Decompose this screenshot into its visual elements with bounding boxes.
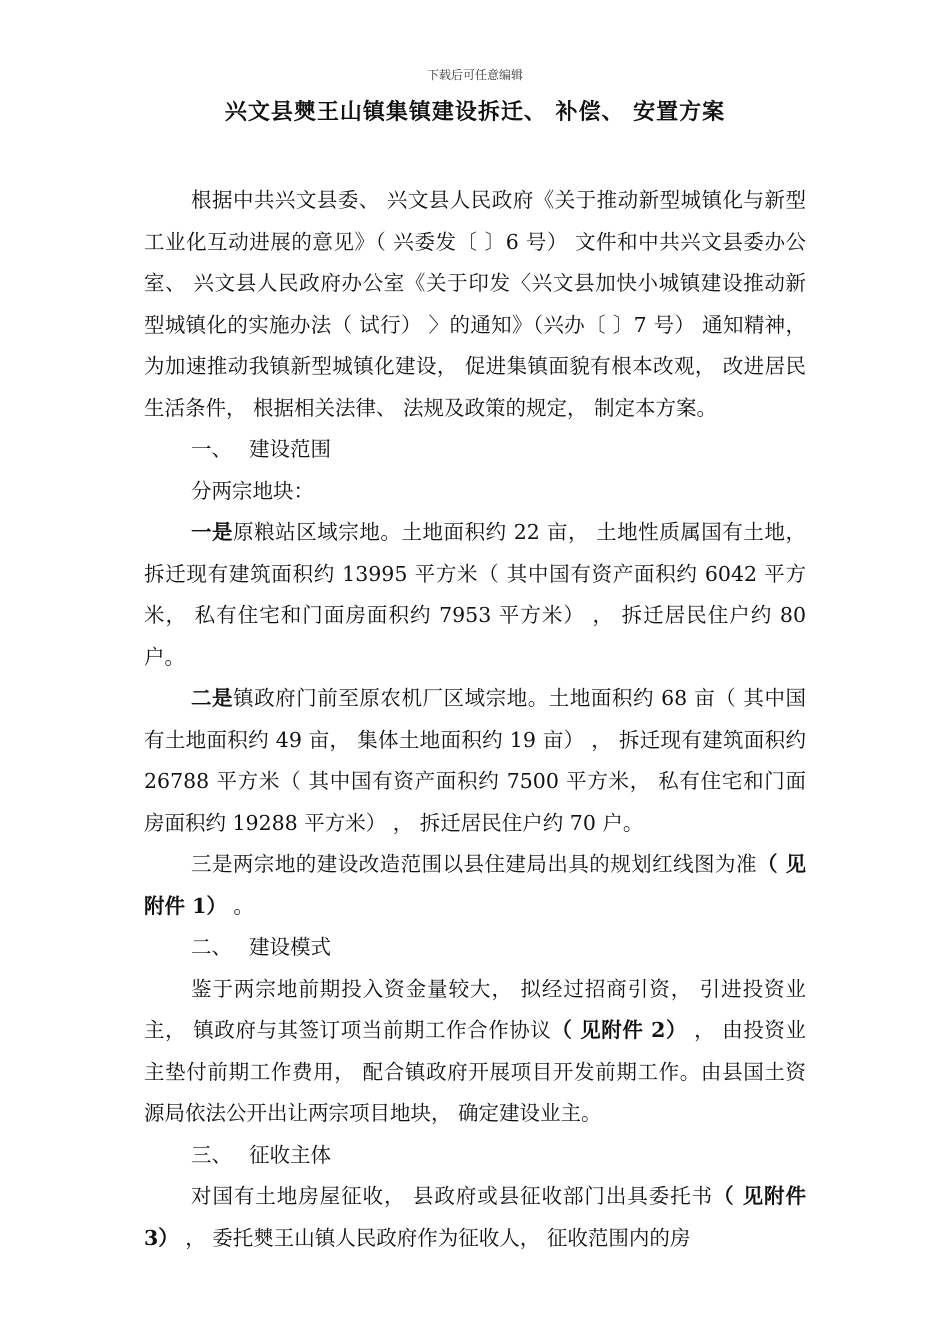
document-title: 兴文县僰王山镇集镇建设拆迁、 补偿、 安置方案 bbox=[224, 99, 726, 125]
attachment-reference: （ 见附件 3） bbox=[144, 1184, 807, 1250]
item-text: 原粮站区域宗地。土地面积约 22 亩， 土地性质属国有土地， 拆迁现有建筑面积约 13995 平方米（ 其中国有资产面积约 6042 平方米， 私有住宅和门面房面积约 7953 平方米） ， 拆迁居民住户约 80 户。 bbox=[144, 520, 806, 669]
item-text: 三是两宗地的建设改造范围以县住建局出具的规划红线图为准 bbox=[191, 852, 757, 876]
paragraph-text: 对国有土地房屋征收， 县政府或县征收部门出具委托书 bbox=[191, 1184, 714, 1208]
item-label: 二是 bbox=[191, 686, 234, 710]
item-end: 。 bbox=[226, 893, 254, 918]
section-title: 征收主体 bbox=[249, 1142, 331, 1167]
section-heading-3 bbox=[144, 1135, 806, 1177]
section-title: 建设模式 bbox=[249, 935, 331, 959]
section1-item-2 bbox=[144, 678, 806, 844]
section-number: 二、 bbox=[191, 935, 232, 959]
section1-item-1 bbox=[144, 512, 806, 678]
item-label: 一是 bbox=[191, 520, 234, 544]
section-heading-1 bbox=[144, 429, 806, 471]
attachment-reference: （ 见附件 2） bbox=[551, 1018, 688, 1042]
section-title: 建设范围 bbox=[249, 437, 331, 461]
paragraph-text: 鉴于两宗地前期投入资金量较大， 拟经过招商引资， 引进投资业主， 镇政府与其签订项当前期工作合作协议 bbox=[144, 976, 806, 1042]
document-body bbox=[144, 180, 806, 1259]
intro-paragraph: 根据中共兴文县委、 兴文县人民政府《关于推动新型城镇化与新型工业化互动进展的意见》（ 兴委发〔 〕6 号） 文件和中共兴文县委办公室、 兴文县人民政府办公室《关于印发〈兴文县加快小城镇建设推动新型城镇化的实施办法（ 试行） 〉的通知》（兴办〔 〕7 号） 通知精神， 为加速推动我镇新型城镇化建设， 促进集镇面貌有根本改观， 改进居民生活条件， 根据相关法律、 法规及政策的规定， 制定本方案。 bbox=[144, 188, 806, 420]
section2-paragraph bbox=[144, 969, 806, 1135]
section-number: 一、 bbox=[191, 437, 232, 461]
paragraph-text: ， 由投资业主垫付前期工作费用， 配合镇政府开展项目开发前期工作。由县国土资源局依法公开出让两宗项目地块， 确定建设业主。 bbox=[144, 1018, 806, 1125]
section1-lead: 分两宗地块： bbox=[191, 478, 314, 503]
item-text: 镇政府门前至原农机厂区域宗地。土地面积约 68 亩（ 其中国有土地面积约 49 亩， 集体土地面积约 19 亩） ， 拆迁现有建筑面积约 26788 平方米（ 其中国有资产面积约 7500 平方米， 私有住宅和门面房面积约 19288 平方米） ， 拆迁居民住户约 70 户。 bbox=[144, 686, 806, 835]
paragraph-text: ， 委托僰王山镇人民政府作为征收人， 征收范围内的房 bbox=[178, 1225, 691, 1250]
attachment-reference: （ 见附件 1） bbox=[144, 852, 806, 918]
section-heading-2 bbox=[144, 927, 806, 969]
section-number: 三、 bbox=[191, 1142, 232, 1167]
section1-item-3 bbox=[144, 844, 806, 927]
section3-paragraph bbox=[144, 1176, 806, 1259]
header-note: 下载后可任意编辑 bbox=[426, 68, 523, 82]
